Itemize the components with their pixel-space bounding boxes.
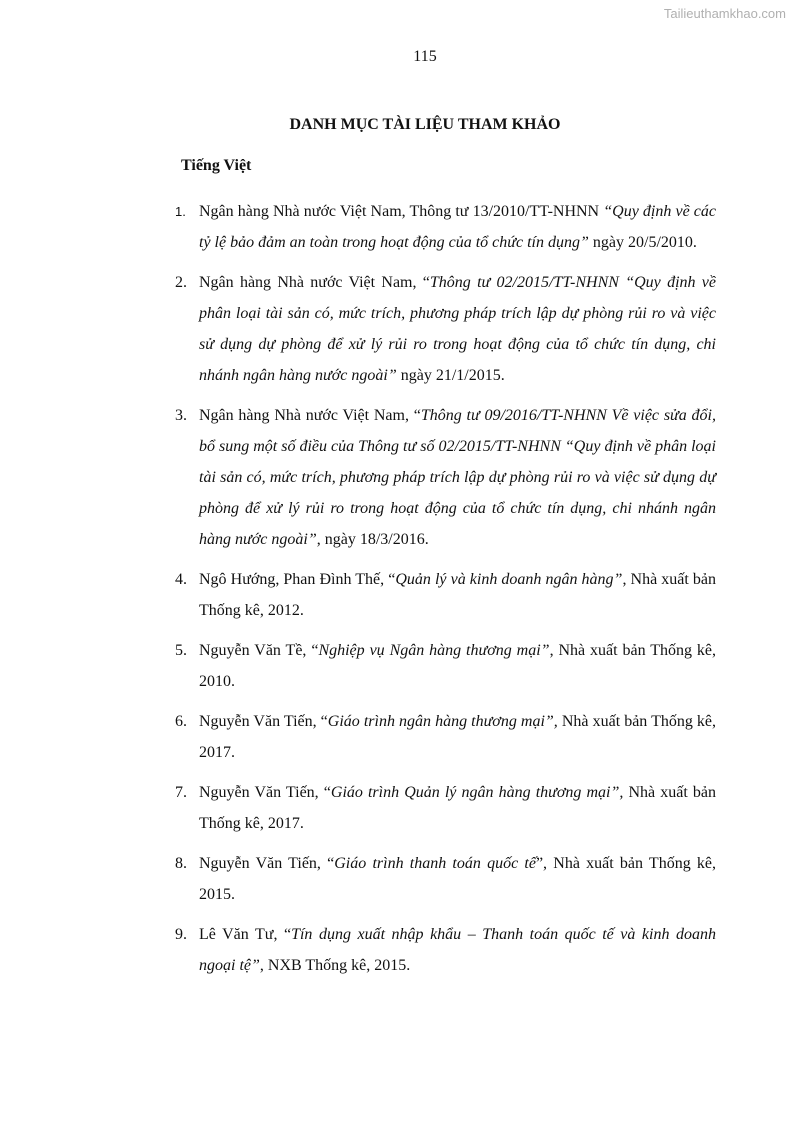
- reference-text: Ngô Hướng, Phan Đình Thế, “: [199, 571, 396, 588]
- reference-tail: ”, Nhà xuất bản Thống kê, 2015.: [199, 855, 717, 903]
- reference-text: Lê Văn Tư, “: [199, 926, 292, 943]
- reference-item: [175, 777, 716, 839]
- reference-tail: ngày 20/5/2010.: [588, 234, 697, 251]
- reference-italic-title: Giáo trình thanh toán quốc tế: [334, 855, 536, 872]
- reference-number: 4.: [175, 571, 187, 588]
- reference-number: 2.: [175, 274, 187, 291]
- reference-italic-title: Giáo trình ngân hàng thương mại”,: [327, 713, 558, 730]
- reference-number: 8.: [175, 855, 187, 872]
- reference-italic-title: Quản lý và kinh doanh ngân hàng”: [395, 571, 623, 588]
- reference-list: [175, 196, 716, 990]
- reference-tail: ngày 21/1/2015.: [396, 367, 505, 384]
- reference-item: [175, 400, 716, 555]
- reference-italic-title: “Quy định về các tỷ lệ bảo đảm an toàn trong hoạt động của tổ chức tín dụng”: [199, 203, 716, 251]
- reference-tail: Nhà xuất bản Thống kê, 2017.: [199, 713, 717, 761]
- page-number: 115: [413, 48, 437, 65]
- page-title: DANH MỤC TÀI LIỆU THAM KHẢO: [289, 116, 561, 133]
- reference-item: [175, 919, 716, 981]
- reference-italic-title: Nghiệp vụ Ngân hàng thương mại”: [318, 642, 550, 659]
- reference-item: [175, 848, 716, 910]
- reference-number: 5.: [175, 642, 187, 659]
- reference-tail: , Nhà xuất bản Thống kê, 2012.: [199, 571, 716, 619]
- reference-text: Ngân hàng Nhà nước Việt Nam, “: [199, 407, 421, 424]
- reference-item: [175, 564, 716, 626]
- reference-text: Nguyễn Văn Tiến, “: [199, 713, 328, 730]
- reference-number: 9.: [175, 926, 187, 943]
- reference-text: Nguyễn Văn Tiến, “: [199, 855, 335, 872]
- reference-number: 6.: [175, 713, 187, 730]
- reference-number: 1.: [175, 204, 186, 219]
- reference-item: [175, 706, 716, 768]
- reference-italic-title: Giáo trình Quản lý ngân hàng thương mại”,: [330, 784, 624, 801]
- reference-item: [175, 635, 716, 697]
- reference-tail: Nhà xuất bản Thống kê, 2017.: [199, 784, 717, 832]
- reference-italic-title: Thông tư 09/2016/TT-NHNN Về việc sửa đổi, bổ sung một số điều của Thông tư số 02/2015/TT-NHNN “Quy định về phân loại tài sản có, mức trích, phương pháp trích lập dự phòng rủi ro và việc sử dụng dự phòng để xử lý rủi ro trong hoạt động của tổ chức tín dụng, chi nhánh ngân hàng nước ngoài”: [199, 407, 716, 548]
- reference-item: [175, 267, 716, 391]
- reference-tail: , Nhà xuất bản Thống kê, 2010.: [199, 642, 716, 690]
- watermark: Tailieuthamkhao.com: [663, 6, 786, 21]
- reference-italic-title: Thông tư 02/2015/TT-NHNN “Quy định về phân loại tài sản có, mức trích, phương pháp trích lập dự phòng rủi ro và việc sử dụng dự phòng để xử lý rủi ro trong hoạt động của tổ chức tín dụng, chi nhánh ngân hàng nước ngoài”: [199, 274, 717, 384]
- reference-text: Nguyễn Văn Tiến, “: [199, 784, 331, 801]
- section-heading: Tiếng Việt: [181, 157, 252, 174]
- reference-italic-title: Tín dụng xuất nhập khẩu – Thanh toán quốc tế và kinh doanh ngoại tệ”: [199, 926, 716, 974]
- reference-number: 3.: [175, 407, 187, 424]
- reference-number: 7.: [175, 784, 187, 801]
- reference-text: Ngân hàng Nhà nước Việt Nam, “: [199, 274, 430, 291]
- reference-tail: , ngày 18/3/2016.: [316, 531, 429, 548]
- reference-item: [175, 196, 716, 258]
- reference-text: Nguyễn Văn Tề, “: [199, 642, 319, 659]
- reference-tail: , NXB Thống kê, 2015.: [259, 957, 411, 974]
- reference-text: Ngân hàng Nhà nước Việt Nam, Thông tư 13/2010/TT-NHNN: [199, 203, 604, 220]
